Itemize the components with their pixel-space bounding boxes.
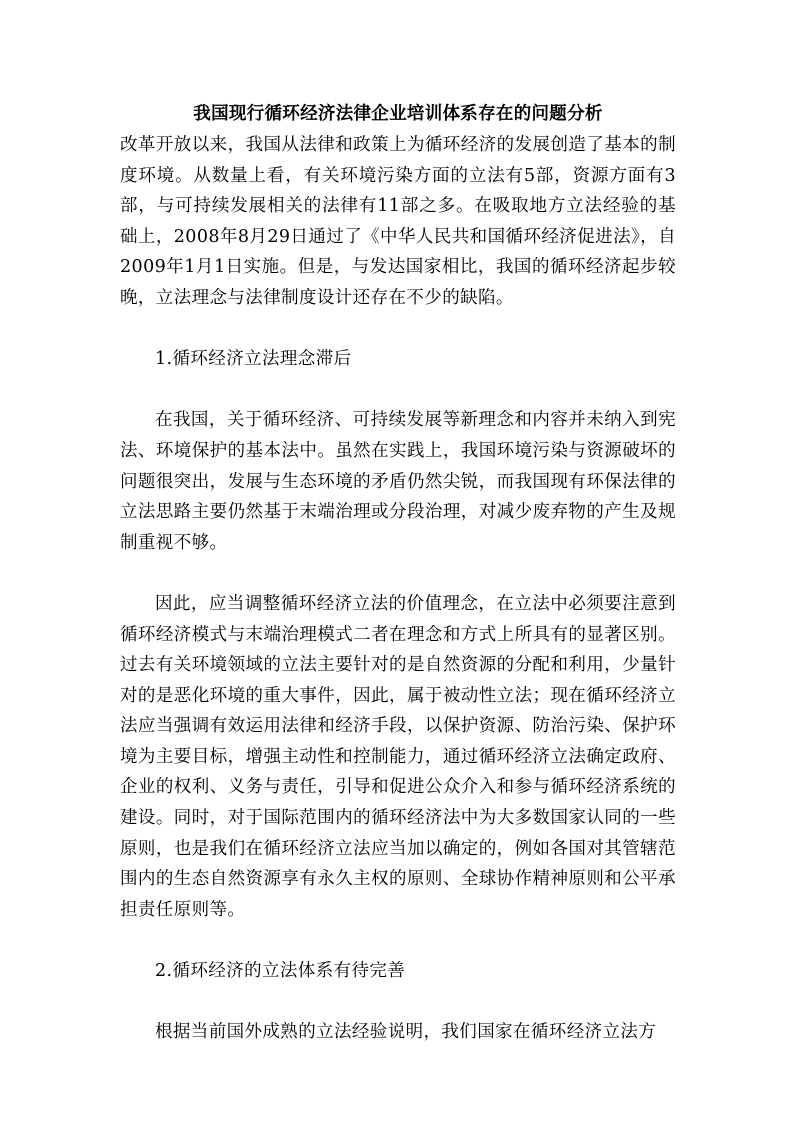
- paragraph-gap: [120, 558, 676, 589]
- section-1-paragraph-1: 在我国，关于循环经济、可持续发展等新理念和内容并未纳入到宪法、环境保护的基本法中。虽然在实践上，我国环境污染与资源破坏的问题很突出，发展与生态环境的矛盾仍然尖锐，而我国现有环保法律的立法思路主要仍然基于末端治理或分段治理，对减少废弃物的产生及规制重视不够。: [120, 410, 676, 553]
- section-2-paragraph-1: 根据当前国外成熟的立法经验说明，我们国家在循环经济立法方: [155, 1022, 657, 1043]
- section-1-heading: 1.循环经济立法理念滞后: [155, 349, 352, 370]
- document-title: 我国现行循环经济法律企业培训体系存在的问题分析: [193, 104, 603, 124]
- paragraph-gap: [120, 987, 676, 1018]
- paragraph-gap: [120, 314, 676, 345]
- section-1-paragraph-2: 因此，应当调整循环经济立法的价值理念，在立法中必须要注意到循环经济模式与末端治理模式二者在理念和方式上所具有的显著区别。过去有关环境领域的立法主要针对的是自然资源的分配和利用，少量针对的是恶化环境的重大事件，因此，属于被动性立法；现在循环经济立法应当强调有效运用法律和经济手段，以保护资源、防治污染、保护环境为主要目标，增强主动性和控制能力，通过循环经济立法确定政府、企业的权利、义务与责任，引导和促进公众介入和参与循环经济系统的建设。同时，对于国际范围内的循环经济法中为大多数国家认同的一些原则，也是我们在循环经济立法应当加以确定的，例如各国对其管辖范围内的生态自然资源享有永久主权的原则、全球协作精神原则和公平承担责任原则等。: [120, 593, 676, 920]
- paragraph-gap: [120, 925, 676, 956]
- section-2-heading: 2.循环经济的立法体系有待完善: [155, 961, 406, 982]
- paragraph-gap: [120, 375, 676, 406]
- intro-paragraph: 改革开放以来，我国从法律和政策上为循环经济的发展创造了基本的制度环境。从数量上看，有关环境污染方面的立法有5部，资源方面有3部，与可持续发展相关的法律有11部之多。在吸取地方立法经验的基础上，2008年8月29日通过了《中华人民共和国循环经济促进法》，自2009年1月1日实施。但是，与发达国家相比，我国的循环经济起步较晚，立法理念与法律制度设计还存在不少的缺陷。: [120, 135, 676, 308]
- document-page: [120, 100, 676, 1048]
